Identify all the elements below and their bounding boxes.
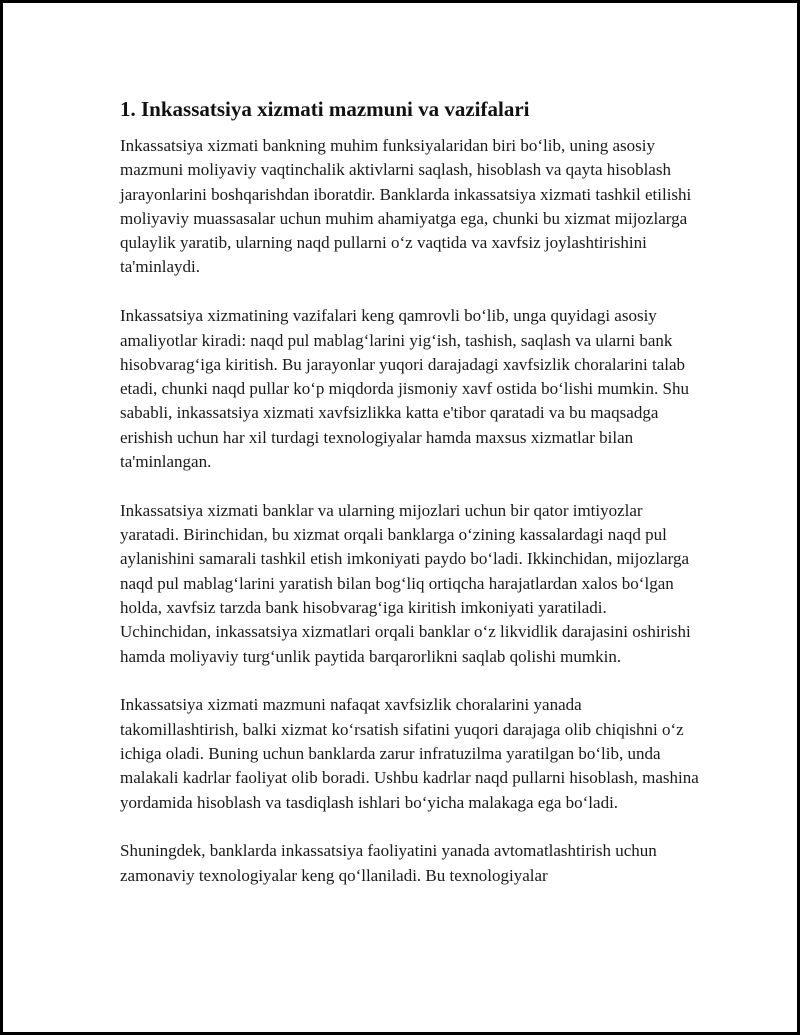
paragraph-5: Shuningdek, banklarda inkassatsiya faoliyatini yanada avtomatlashtirish uchun zamonaviy texnologiyalar keng qo‘llaniladi. Bu texnologiyalar <box>120 841 657 885</box>
paragraph-4: Inkassatsiya xizmati mazmuni nafaqat xavfsizlik choralarini yanada takomillashtirish, balki xizmat ko‘rsatish sifatini yuqori darajaga olib chiqishni o‘z ichiga oladi. Buning uchun banklarda zarur infratuzilma yaratilgan bo‘lib, unda malakali kadrlar faoliyat olib boradi. Ushbu kadrlar naqd pullarni hisoblash, mashina yordamida hisoblash va tasdiqlash ishlari bo‘yicha malakaga ega bo‘ladi. <box>120 695 699 812</box>
paragraph-3: Inkassatsiya xizmati banklar va ularning mijozlari uchun bir qator imtiyozlar yaratadi. Birinchidan, bu xizmat orqali banklarga o‘zining kassalardagi naqd pul aylanishini samarali tashkil etish imkoniyati paydo bo‘ladi. Ikkinchidan, mijozlarga naqd pul mablag‘larini yaratish bilan bog‘liq ortiqcha harajatlardan xalos bo‘lgan holda, xavfsiz tarzda bank hisobvarag‘iga kiritish imkoniyati yaratiladi. Uchinchidan, inkassatsiya xizmatlari orqali banklar o‘z likvidlik darajasini oshirishi hamda moliyaviy turg‘unlik paytida barqarorlikni saqlab qolishi mumkin. <box>120 500 691 666</box>
document-body <box>120 96 700 888</box>
paragraph-2: Inkassatsiya xizmatining vazifalari keng qamrovli bo‘lib, unga quyidagi asosiy amaliyotlar kiradi: naqd pul mablag‘larini yig‘ish, tashish, saqlash va ularni bank hisobvarag‘iga kiritish. Bu jarayonlar yuqori darajadagi xavfsizlik choralarini talab etadi, chunki naqd pullar ko‘p miqdorda jismoniy xavf ostida bo‘lishi mumkin. Shu sababli, inkassatsiya xizmati xavfsizlikka katta e'tibor qaratadi va bu maqsadga erishish uchun har xil turdagi texnologiyalar hamda maxsus xizmatlar bilan ta'minlangan. <box>120 306 689 472</box>
paragraph-1: Inkassatsiya xizmati bankning muhim funksiyalaridan biri bo‘lib, uning asosiy mazmuni moliyaviy vaqtinchalik aktivlarni saqlash, hisoblash va qayta hisoblash jarayonlarini boshqarishdan iboratdir. Banklarda inkassatsiya xizmati tashkil etilishi moliyaviy muassasalar uchun muhim ahamiyatga ega, chunki bu xizmat mijozlarga qulaylik yaratib, ularning naqd pullarni o‘z vaqtida va xavfsiz joylashtirishini ta'minlaydi. <box>120 136 692 277</box>
section-heading: 1. Inkassatsiya xizmati mazmuni va vazifalari <box>120 97 530 121</box>
